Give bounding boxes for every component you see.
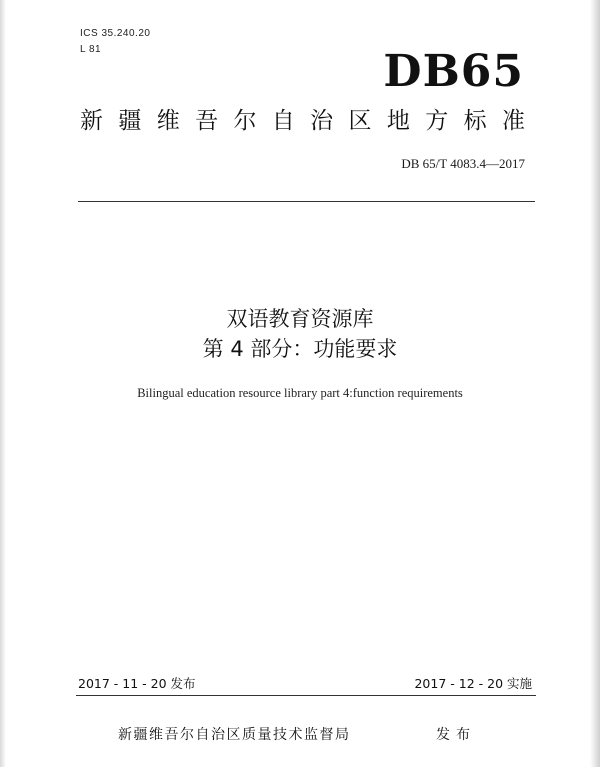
category-char: 准 xyxy=(501,108,525,134)
standard-logo: DB65 xyxy=(383,46,524,97)
footer-divider xyxy=(76,695,536,696)
english-title: Bilingual education resource library part 4:function requirements xyxy=(137,386,463,400)
standard-category xyxy=(80,110,525,133)
category-char: 疆 xyxy=(118,108,142,134)
category-char: 新 xyxy=(80,108,103,134)
publisher: 新疆维吾尔自治区质量技术监督局 xyxy=(118,727,351,743)
category-char: 自 xyxy=(271,108,295,134)
category-char: 维 xyxy=(156,108,180,134)
issue-date: 2017 - 11 - 20 发布 xyxy=(78,676,196,691)
implementation-date: 2017 - 12 - 20 实施 xyxy=(414,676,532,691)
page-edge-right xyxy=(590,0,600,767)
ics-code: ICS 35.240.20 xyxy=(80,28,151,39)
standard-number: DB 65/T 4083.4—2017 xyxy=(401,156,525,171)
publish-label: 发布 xyxy=(436,727,476,743)
page-edge-left xyxy=(0,0,6,767)
title-line-1: 双语教育资源库 xyxy=(226,307,374,331)
category-char: 地 xyxy=(386,108,410,134)
ccs-code: L 81 xyxy=(80,44,102,55)
category-char: 标 xyxy=(463,108,487,134)
category-char: 方 xyxy=(425,108,449,134)
header-divider xyxy=(78,201,535,202)
category-char: 区 xyxy=(348,108,372,134)
title-line-2: 第 4 部分：功能要求 xyxy=(202,337,398,361)
category-char: 尔 xyxy=(233,108,257,134)
category-char: 治 xyxy=(310,108,334,134)
document-title xyxy=(0,304,600,364)
category-char: 吾 xyxy=(195,108,219,134)
